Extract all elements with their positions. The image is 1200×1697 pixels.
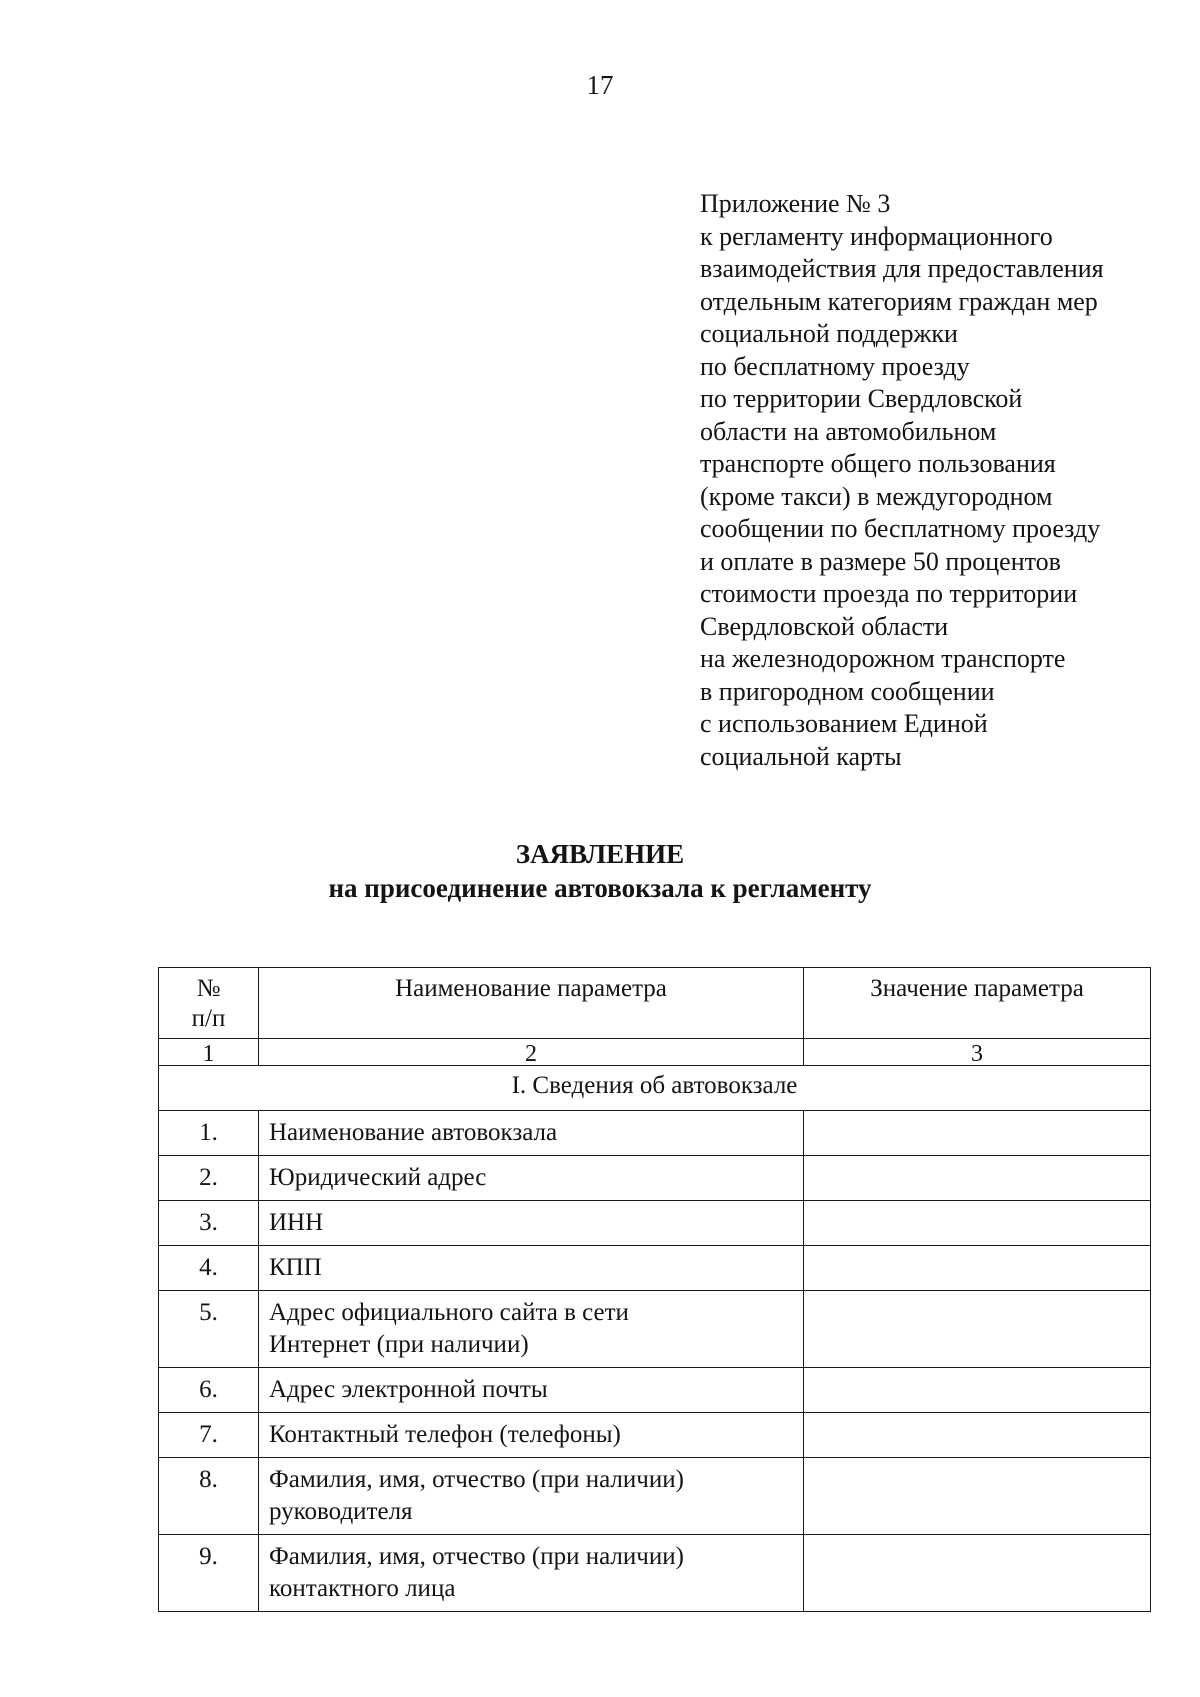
- row-parameter-value[interactable]: [804, 1413, 1151, 1458]
- appendix-line: к регламенту информационного: [700, 221, 1053, 251]
- row-parameter-name-line: Фамилия, имя, отчество (при наличии): [269, 1466, 684, 1493]
- row-number: 4.: [159, 1246, 259, 1291]
- appendix-line: по бесплатному проезду: [700, 351, 970, 381]
- row-parameter-name: [259, 1156, 804, 1201]
- row-parameter-name: [259, 1413, 804, 1458]
- row-parameter-name-line: руководителя: [269, 1498, 413, 1525]
- row-parameter-name: [259, 1368, 804, 1413]
- row-parameter-name-line: Контактный телефон (телефоны): [269, 1421, 621, 1448]
- appendix-line: в пригородном сообщении: [700, 676, 995, 706]
- appendix-line: с использованием Единой: [700, 709, 988, 738]
- appendix-line: взаимодействия для предоставления: [700, 254, 1104, 283]
- column-number: 3: [804, 1039, 1151, 1066]
- row-number: 3.: [159, 1201, 259, 1246]
- appendix-line: сообщении по бесплатному проезду: [700, 514, 1101, 543]
- row-parameter-name: [259, 1246, 804, 1291]
- appendix-line: отдельным категориям граждан мер: [700, 286, 1098, 316]
- section-row: [159, 1066, 1151, 1111]
- row-parameter-value[interactable]: [804, 1156, 1151, 1201]
- row-parameter-name: [259, 1291, 804, 1368]
- row-number: 2.: [159, 1156, 259, 1201]
- appendix-line: стоимости проезда по территории: [700, 579, 1078, 608]
- row-parameter-name-line: Наименование автовокзала: [269, 1119, 558, 1146]
- appendix-block: [700, 188, 1180, 773]
- header-parameter-name: Наименование параметра: [259, 968, 804, 1039]
- page-number: 17: [586, 70, 614, 100]
- header-number-line1: №: [196, 975, 221, 1002]
- row-parameter-name-line: Юридический адрес: [269, 1164, 487, 1191]
- appendix-line: Свердловской области: [700, 611, 949, 641]
- appendix-line: области на автомобильном: [700, 416, 997, 446]
- parameters-table: [158, 967, 1151, 1612]
- row-number: 8.: [159, 1458, 259, 1535]
- table-row: [159, 1246, 1151, 1291]
- document-title: ЗАЯВЛЕНИЕ: [515, 839, 685, 869]
- row-parameter-value[interactable]: [804, 1458, 1151, 1535]
- row-parameter-name-line: ИНН: [269, 1209, 324, 1236]
- row-parameter-name-line: КПП: [269, 1254, 322, 1281]
- row-parameter-name-line: контактного лица: [269, 1575, 456, 1602]
- appendix-line: социальной карты: [700, 741, 902, 771]
- table-row: [159, 1413, 1151, 1458]
- row-parameter-name: [259, 1201, 804, 1246]
- column-number: 1: [159, 1039, 259, 1066]
- table-row: [159, 1291, 1151, 1368]
- row-parameter-name-line: Интернет (при наличии): [269, 1331, 529, 1358]
- row-number: 6.: [159, 1368, 259, 1413]
- row-parameter-name-line: Адрес официального сайта в сети: [269, 1299, 629, 1326]
- table-header-row: [159, 968, 1151, 1039]
- row-number: 9.: [159, 1535, 259, 1612]
- row-parameter-value[interactable]: [804, 1368, 1151, 1413]
- appendix-line: и оплате в размере 50 процентов: [700, 546, 1061, 576]
- table-row: [159, 1111, 1151, 1156]
- row-parameter-value[interactable]: [804, 1201, 1151, 1246]
- appendix-line: на железнодорожном транспорте: [700, 644, 1066, 673]
- document-subtitle: на присоединение автовокзала к регламенту: [328, 873, 872, 903]
- row-parameter-value[interactable]: [804, 1246, 1151, 1291]
- row-number: 1.: [159, 1111, 259, 1156]
- table-row: [159, 1156, 1151, 1201]
- row-parameter-name: [259, 1535, 804, 1612]
- appendix-line: транспорте общего пользования: [700, 449, 1056, 478]
- table-row: [159, 1458, 1151, 1535]
- row-parameter-name: [259, 1111, 804, 1156]
- column-numbers-row: [159, 1039, 1151, 1066]
- row-number: 7.: [159, 1413, 259, 1458]
- row-parameter-value[interactable]: [804, 1291, 1151, 1368]
- table-row: [159, 1535, 1151, 1612]
- appendix-line: по территории Свердловской: [700, 384, 1023, 413]
- table-row: [159, 1368, 1151, 1413]
- column-number: 2: [259, 1039, 804, 1066]
- row-parameter-name: [259, 1458, 804, 1535]
- row-parameter-value[interactable]: [804, 1111, 1151, 1156]
- table-row: [159, 1201, 1151, 1246]
- row-parameter-value[interactable]: [804, 1535, 1151, 1612]
- appendix-line: социальной поддержки: [700, 319, 958, 348]
- appendix-line: Приложение № 3: [700, 189, 891, 218]
- header-number-line2: п/п: [191, 1005, 226, 1032]
- header-parameter-value: Значение параметра: [804, 968, 1151, 1039]
- row-number: 5.: [159, 1291, 259, 1368]
- header-number: [159, 968, 259, 1039]
- row-parameter-name-line: Фамилия, имя, отчество (при наличии): [269, 1543, 684, 1570]
- row-parameter-name-line: Адрес электронной почты: [269, 1376, 548, 1403]
- appendix-line: (кроме такси) в междугородном: [700, 481, 1053, 511]
- section-title: I. Сведения об автовокзале: [159, 1066, 1151, 1111]
